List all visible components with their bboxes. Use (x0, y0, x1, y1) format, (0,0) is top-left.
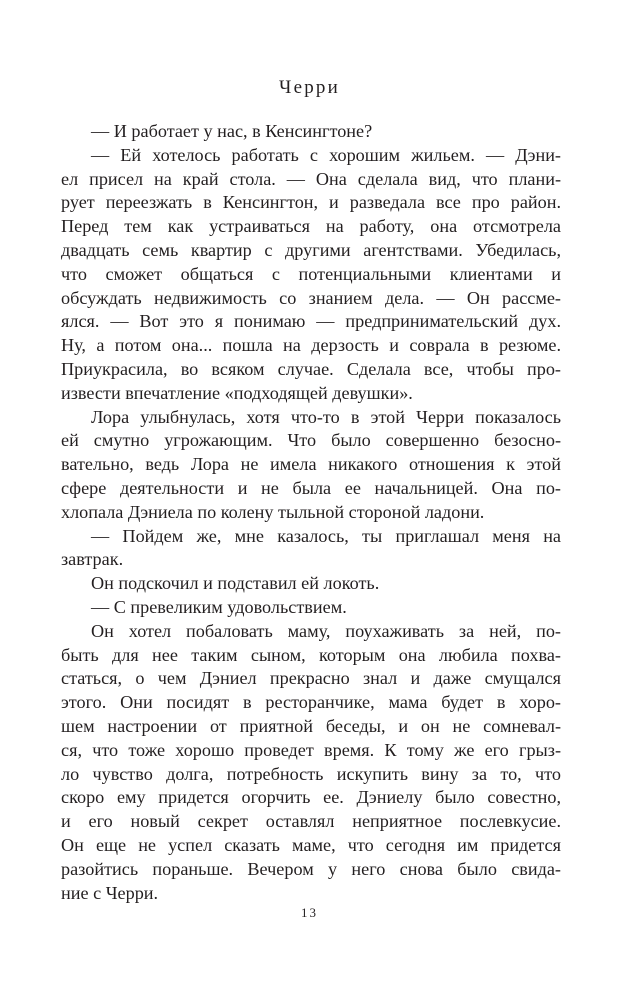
text-line: извести впечатление «подходящей девушки». (61, 382, 413, 403)
text-line: шем настроении от приятной беседы, и он не сомневал- (61, 715, 561, 736)
text-line: ло чувство долга, потребность искупить вину за то, что (61, 763, 561, 784)
text-line: ние с Черри. (61, 882, 159, 903)
text-line: ел присел на край стола. — Она сделала вид, что плани- (61, 168, 561, 189)
text-line: Приукрасила, во всяком случае. Сделала все, чтобы про- (61, 358, 561, 379)
text-line: двадцать семь квартир с другими агентствами. Убедилась, (61, 239, 561, 260)
text-line: Лора улыбнулась, хотя что-то в этой Черри показалось (91, 406, 561, 427)
text-line: сфере деятельности и не была ее начальницей. Она по- (61, 477, 561, 498)
running-head: Черри (279, 77, 340, 98)
text-line: — Пойдем же, мне казалось, ты приглашал меня на (91, 525, 561, 546)
text-line: ей смутно угрожающим. Что было совершенно безосно- (61, 430, 561, 451)
text-line: Он еще не успел сказать маме, что сегодня им придется (61, 834, 561, 855)
text-line: и его новый секрет оставлял неприятное послевкусие. (61, 811, 561, 832)
text-line: Ну, а потом она... пошла на дерзость и соврала в резюме. (61, 335, 561, 356)
text-line: ся, что тоже хорошо проведет время. К тому же его грыз- (61, 739, 561, 760)
text-line: статься, о чем Дэниел прекрасно знал и даже смущался (61, 668, 561, 689)
text-line: ялся. — Вот это я понимаю — предпринимательский дух. (61, 311, 561, 332)
text-line: Он хотел побаловать маму, поухаживать за ней, по- (91, 620, 561, 641)
text-line: вательно, ведь Лора не имела никакого отношения к этой (61, 454, 561, 475)
text-line: — С превеликим удовольствием. (91, 596, 347, 617)
text-line: завтрак. (61, 549, 124, 570)
text-line: рует переезжать в Кенсингтон, и разведала все про район. (61, 192, 561, 213)
body-text (61, 120, 561, 905)
text-line: — И работает у нас, в Кенсингтоне? (91, 121, 373, 141)
text-line: — Ей хотелось работать с хорошим жильем. — Дэни- (91, 144, 561, 165)
text-line: Перед тем как устраиваться на работу, она отсмотрела (61, 216, 561, 237)
text-line: этого. Они посидят в ресторанчике, мама будет в хоро- (61, 692, 561, 713)
text-line: что сможет общаться с потенциальными клиентами и (61, 263, 561, 284)
text-line: Он подскочил и подставил ей локоть. (91, 573, 380, 594)
text-line: хлопала Дэниела по колену тыльной стороной ладони. (61, 501, 485, 522)
page-number: 13 (301, 905, 318, 920)
text-line: обсуждать недвижимость со знанием дела. — Он рассме- (61, 287, 561, 308)
text-line: быть для нее таким сыном, которым она любила похва- (61, 644, 561, 665)
text-line: скоро ему придется огорчить ее. Дэниелу было совестно, (61, 787, 561, 808)
text-line: разойтись пораньше. Вечером у него снова было свида- (61, 858, 561, 879)
